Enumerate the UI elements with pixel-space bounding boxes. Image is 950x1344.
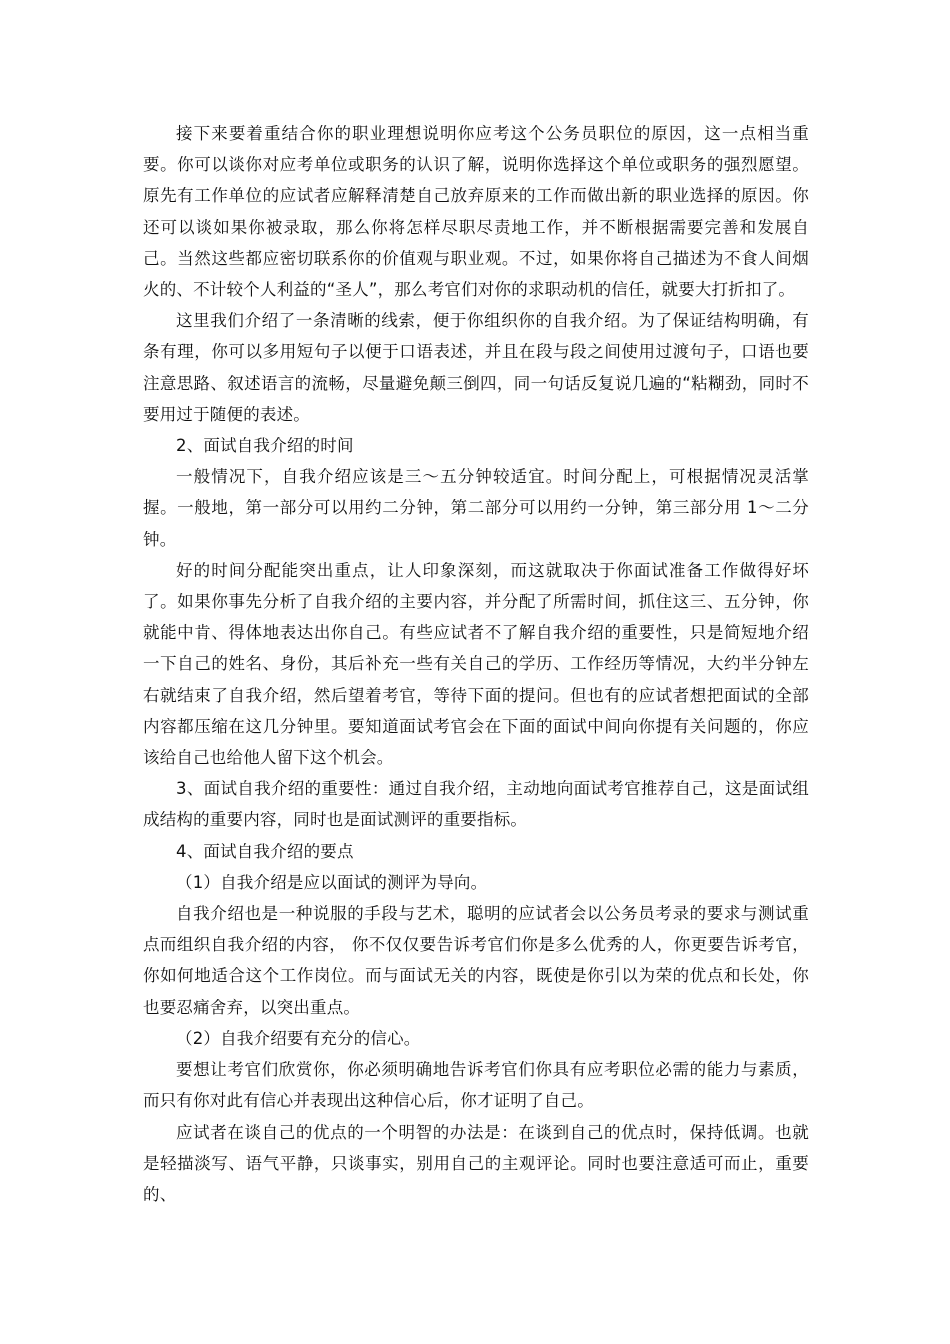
section-heading-importance: 3、面试自我介绍的重要性：通过自我介绍，主动地向面试考官推荐自己，这是面试组成结构的重要内容，同时也是面试测评的重要指标。	[143, 779, 809, 830]
paragraph-time-allocation: 好的时间分配能突出重点，让人印象深刻，而这就取决于你面试准备工作做得好坏了。如果你事先分析了自我介绍的主要内容，并分配了所需时间，抓住这三、五分钟，你就能中肯、得体地表达出你自己。有些应试者不了解自我介绍的重要性，只是简短地介绍一下自己的姓名、身份，其后补充一些有关自己的学历、工作经历等情况，大约半分钟左右就结束了自我介绍，然后望着考官，等待下面的提问。但也有的应试者想把面试的全部内容都压缩在这几分钟里。要知道面试考官会在下面的面试中间向你提有关问题的，你应该给自己也给他人留下这个机会。	[143, 560, 809, 768]
paragraph-structure-clues: 这里我们介绍了一条清晰的线索，便于你组织你的自我介绍。为了保证结构明确，有条有理，你可以多用短句子以便于口语表述，并且在段与段之间使用过渡句子，口语也要注意思路、叙述语言的流畅，尽量避免颠三倒四，同一句话反复说几遍的“粘糊劲，同时不要用过于随便的表述。	[143, 311, 809, 424]
paragraph-career-motivation: 接下来要着重结合你的职业理想说明你应考这个公务员职位的原因，这一点相当重要。你可以谈你对应考单位或职务的认识了解，说明你选择这个单位或职务的强烈愿望。原先有工作单位的应试者应解释清楚自己放弃原来的工作而做出新的职业选择的原因。你还可以谈如果你被录取，那么你将怎样尽职尽责地工作，并不断根据需要完善和发展自己。当然这些都应密切联系你的价值观与职业观。不过，如果你将自己描述为不食人间烟火的、不计较个人利益的“圣人”，那么考官们对你的求职动机的信任，就要大打折扣了。	[143, 124, 809, 300]
subheading-point-1: （1）自我介绍是应以面试的测评为导向。	[176, 872, 488, 892]
section-heading-key-points: 4、面试自我介绍的要点	[176, 841, 354, 861]
document-page	[143, 118, 809, 1210]
section-heading-time: 2、面试自我介绍的时间	[176, 436, 354, 456]
subheading-point-2: （2）自我介绍要有充分的信心。	[176, 1028, 421, 1048]
paragraph-strengths-advice: 应试者在谈自己的优点的一个明智的办法是：在谈到自己的优点时，保持低调。也就是轻描淡写、语气平静，只谈事实，别用自己的主观评论。同时也要注意适可而止，重要的、	[143, 1122, 809, 1204]
paragraph-point-2-body: 要想让考官们欣赏你，你必须明确地告诉考官们你具有应考职位必需的能力与素质，而只有你对此有信心并表现出这种信心后，你才证明了自己。	[143, 1060, 809, 1111]
paragraph-point-1-body: 自我介绍也是一种说服的手段与艺术，聪明的应试者会以公务员考录的要求与测试重点而组织自我介绍的内容， 你不仅仅要告诉考官们你是多么优秀的人，你更要告诉考官，你如何地适合这个工作岗位。而与面试无关的内容，既使是你引以为荣的优点和长处，你也要忍痛舍弃，以突出重点。	[143, 904, 809, 1017]
paragraph-time-general: 一般情况下，自我介绍应该是三～五分钟较适宜。时间分配上，可根据情况灵活掌握。一般地，第一部分可以用约二分钟，第二部分可以用约一分钟，第三部分用 1～二分钟。	[143, 467, 809, 549]
